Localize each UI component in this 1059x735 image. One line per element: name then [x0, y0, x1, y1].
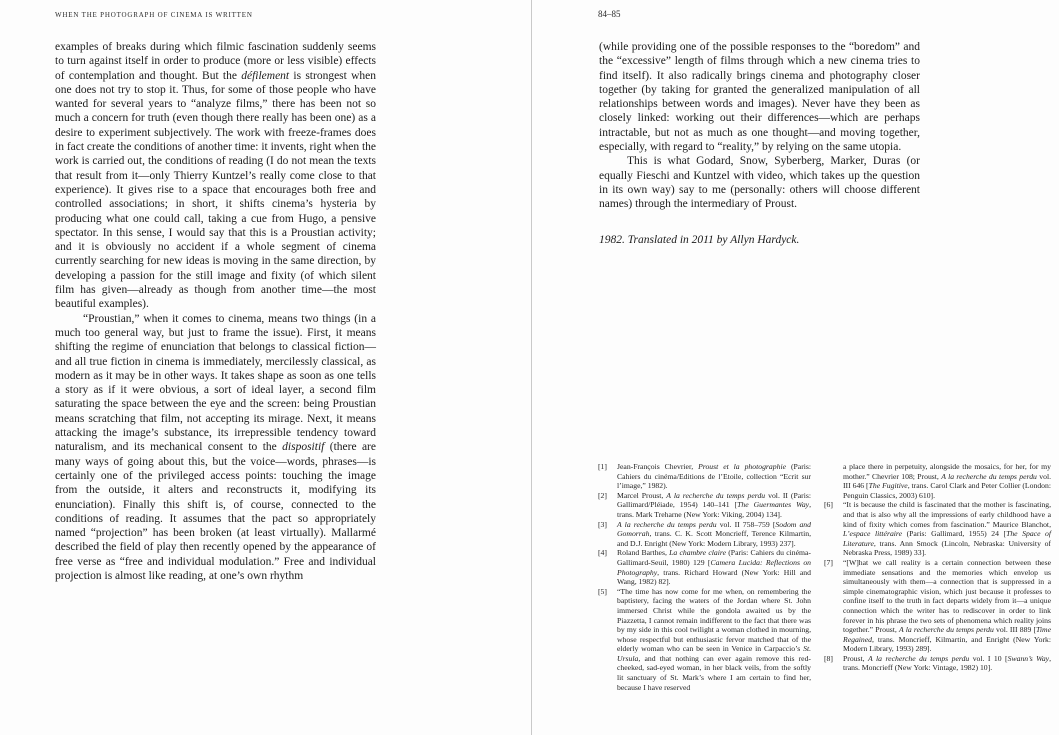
- page-right: [532, 0, 1059, 735]
- footnote: [598, 587, 811, 693]
- footnote-marker: [6]: [824, 500, 833, 510]
- body-paragraph: This is what Godard, Snow, Syberberg, Marker, Duras (or equally Fieschi and Kuntzel with video, which takes up the question in its own way) say to me (personally: others will choose different names) through the intermediary of Proust.: [599, 155, 920, 211]
- footnote-text: “The time has now come for me when, on remembering the baptistery, facing the waters of the Jordan where St. John immersed Christ while the gondola awaited us by the Piazzetta, I cannot remain indifferent to the fact that there was by my side in this cool twilight a woman clothed in mourning, whose respectful but enthusiastic fervor matched that of the elderly woman who can be seen in Venice in Carpaccio’s St. Ursula, and that nothing can ever again remove this red-cheeked, sad-eyed woman, in her black veils, from the softly lit sanctuary of St. Mark’s where I am certain to find her, because I have reserved: [617, 586, 811, 692]
- left-text-column: [55, 40, 376, 583]
- page-numbers: 84–85: [598, 9, 621, 19]
- footnote-text: Roland Barthes, La chambre claire (Paris: Cahiers du cinéma-Gallimard-Seuil, 1980) 129 [Camera Lucida: Reflections on Photography, trans. Richard Howard (New York: Hill and Wang, 1982) 82].: [617, 548, 812, 587]
- footnote-marker: [4]: [598, 548, 607, 558]
- body-paragraph: (while providing one of the possible responses to the “boredom” and the “excessive” length of films through which a new cinema tries to find itself). It also radically brings cinema and photography closer together (by taking for granted the generalized manipulation of all relationships between words and images). Never have they been as closely linked: working out their differences—which are perhaps intractable, but not as much as one thought—and moving together, especially, with regard to “reality,” by relying on the same utopia.: [599, 41, 920, 154]
- footnote-continuation: [824, 462, 1051, 500]
- footnote-text: “It is because the child is fascinated that the mother is fascinating, and that is also why all the impressions of early childhood have a kind of fixity which comes from fascination.” Maurice Blanchot, L’espace littéraire (Paris: Gallimard, 1955) 24 [The Space of Literature, trans. Ann Smock (Lincoln, Nebraska: University of Nebraska Press, 1989) 33].: [843, 500, 1051, 558]
- footnote-column-2: [824, 462, 1051, 692]
- right-text-column: [599, 40, 920, 247]
- footnote: [598, 548, 811, 586]
- footnote: [824, 558, 1051, 654]
- footnote-marker: [824, 462, 843, 500]
- footnote: [598, 491, 811, 520]
- translation-note: 1982. Translated in 2011 by Allyn Hardyck.: [599, 233, 800, 246]
- footnote: [598, 462, 811, 491]
- footnote-text: a place there in perpetuity, alongside the mosaics, for her, for my mother.” Chevrier 108; Proust, A la recherche du temps perdu vol. III 646 [The Fugitive, trans. Carol Clark and Peter Collier (London: Penguin Classics, 2003) 610].: [843, 462, 1051, 500]
- footnote-text: “[W]hat we call reality is a certain connection between these immediate sensations and the memories which envelop us simultaneously with them—a connection that is suppressed in a simple cinematographic vision, which just because it professes to confine itself to the truth in fact departs widely from it—a unique connection which the writer has to rediscover in order to link forever in his phrase the two sets of phenomena which reality joins together.” Proust, A la recherche du temps perdu vol. III 889 [Time Regained, trans. Moncrieff, Kilmartin, and Enright (New York: Modern Library, 1993) 289].: [843, 557, 1051, 654]
- body-paragraph: examples of breaks during which filmic fascination suddenly seems to turn against itself in order to produce (more or less visible) effects of contemplation and thought. But the défilement is strongest when one does not try to stop it. Thus, for some of those people who have wanted for several years to “analyze films,” there has been not so much a concern for truth (even though there really has been one) as a desire to experiment subjectively. The work with freeze-frames does in fact create the conditions of another time: it invents, right when the work is carried out, the conditions of reading (I do not mean the texts that result from it—only Thierry Kuntzel’s really come close to that experience). It gives rise to a space that encourages both free and controlled associations; in short, it shifts cinema’s hysteria by producing what one could call, taking a cue from Hugo, a pensive spectator. In this sense, I would say that this is a Proustian activity; and it is obviously no accident if a whole segment of cinema currently searching for new ideas is moving in the same direction, by developing a passion for the still image and fixity (of which silent film has given—already as though from another time—the most beautiful examples).: [55, 41, 377, 311]
- footnote: [824, 500, 1051, 558]
- footnote-column-1: [598, 462, 811, 692]
- footnote: [824, 654, 1051, 673]
- footnote-marker: [7]: [824, 557, 833, 567]
- footnotes-section: [598, 462, 1053, 692]
- footnote-marker: [5]: [598, 586, 607, 596]
- footnote-marker: [2]: [598, 490, 607, 500]
- footnote-text: Marcel Proust, A la recherche du temps perdu vol. II (Paris: Gallimard/Pléiade, 1954) 140–141 [The Guermantes Way, trans. Mark Treharne (New York: Viking, 2004) 134].: [617, 490, 812, 519]
- body-paragraph: “Proustian,” when it comes to cinema, means two things (in a much too general way, but just to frame the issue). First, it means shifting the regime of enunciation that belongs to classical fiction—and all true fiction in cinema is immediately, mercilessly classical, as modern as it may be in other ways. It takes shape as soon as one tells a story as if it were obvious, a sort of ideal layer, a second film saturating the space between the eye and the screen: being Proustian means scratching that film, not accepting its mirage. Next, it means attacking the image’s substance, its irrepressible tendency toward naturalism, and its mechanical consent to the dispositif (there are many ways of going about this, but the voice—words, phrases—is certainly one of the privileged access points: touching the image from the outside, it alters and reconstructs it, modifying its enunciation). Finally this shift is, of course, connected to the conditions of reading. It assumes that the pact so appropriately named “projection” has been broken (at least virtually). Mallarmé described the field of play then recently opened by the appearance of free verse as “free and individual modulation.” Free and individual projection is almost like reading, at one’s own rhythm: [55, 312, 376, 582]
- footnote-marker: [1]: [598, 462, 607, 471]
- footnote: [598, 520, 811, 549]
- footnote-text: Proust, A la recherche du temps perdu vol. I 10 [Swann’s Way, trans. Moncrieff (New York: Vintage, 1982) 10].: [843, 653, 1052, 673]
- footnote-text: Jean-François Chevrier, Proust et la photographie (Paris: Cahiers du cinéma/Editions de l’Etoile, collection “Ecrit sur l’image,” 1982).: [617, 462, 812, 491]
- footnote-text: A la recherche du temps perdu vol. II 758–759 [Sodom and Gomorrah, trans. C. K. Scott Moncrieff, Terence Kilmartin, and D.J. Enright (New York: Modern Library, 1993) 237].: [617, 519, 811, 548]
- footnote-marker: [3]: [598, 519, 607, 529]
- footnote-marker: [8]: [824, 653, 833, 663]
- running-header: WHEN THE PHOTOGRAPH OF CINEMA IS WRITTEN: [55, 11, 253, 19]
